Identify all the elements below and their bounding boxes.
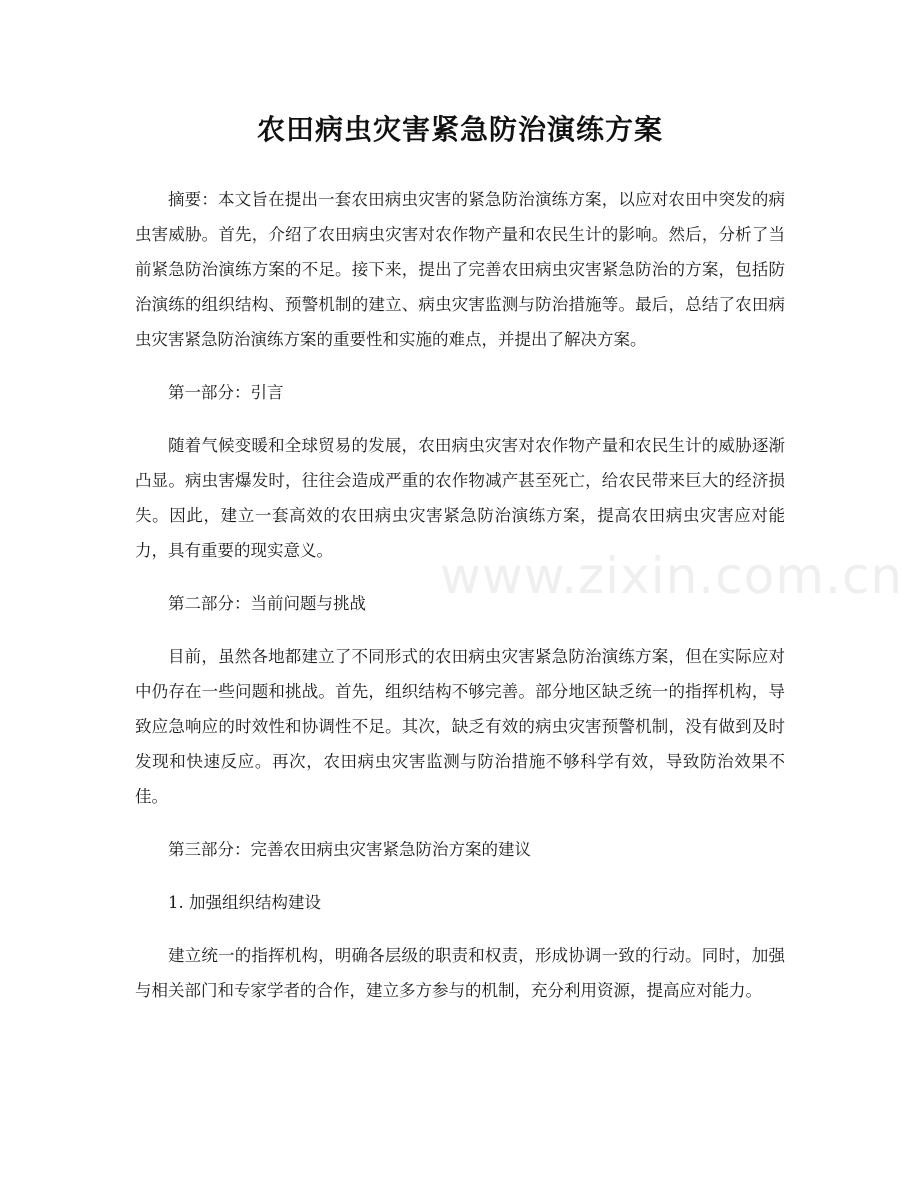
section-1-paragraph: 随着气候变暖和全球贸易的发展，农田病虫灾害对农作物产量和农民生计的威胁逐渐凸显。病虫害爆发时，往往会造成严重的农作物减产甚至死亡，给农民带来巨大的经济损失。因此，建立一套高效的农田病虫灾害紧急防治演练方案，提高农田病虫灾害应对能力，具有重要的现实意义。 <box>135 436 785 560</box>
section-3-heading: 第三部分：完善农田病虫灾害紧急防治方案的建议 <box>168 840 531 859</box>
section-2-heading: 第二部分：当前问题与挑战 <box>168 594 366 613</box>
document-body <box>135 182 785 1026</box>
subsection-1-paragraph: 建立统一的指挥机构，明确各层级的职责和权责，形成协调一致的行动。同时，加强与相关部门和专家学者的合作，建立多方参与的机制，充分利用资源，提高应对能力。 <box>135 946 785 1000</box>
section-2-paragraph: 目前，虽然各地都建立了不同形式的农田病虫灾害紧急防治演练方案，但在实际应对中仍存在一些问题和挑战。首先，组织结构不够完善。部分地区缺乏统一的指挥机构，导致应急响应的时效性和协调性不足。其次，缺乏有效的病虫灾害预警机制，没有做到及时发现和快速反应。再次，农田病虫灾害监测与防治措施不够科学有效，导致防治效果不佳。 <box>135 647 785 806</box>
watermark-text: www.zixin.com.cn <box>440 547 904 605</box>
section-1-heading: 第一部分：引言 <box>168 383 284 402</box>
document-title: 农田病虫灾害紧急防治演练方案 <box>256 113 663 146</box>
abstract-paragraph: 摘要：本文旨在提出一套农田病虫灾害的紧急防治演练方案，以应对农田中突发的病虫害威胁。首先，介绍了农田病虫灾害对农作物产量和农民生计的影响。然后，分析了当前紧急防治演练方案的不足。接下来，提出了完善农田病虫灾害紧急防治的方案，包括防治演练的组织结构、预警机制的建立、病虫灾害监测与防治措施等。最后，总结了农田病虫灾害紧急防治演练方案的重要性和实施的难点，并提出了解决方案。 <box>135 190 785 349</box>
subsection-1-heading: 1. 加强组织结构建设 <box>168 893 321 912</box>
